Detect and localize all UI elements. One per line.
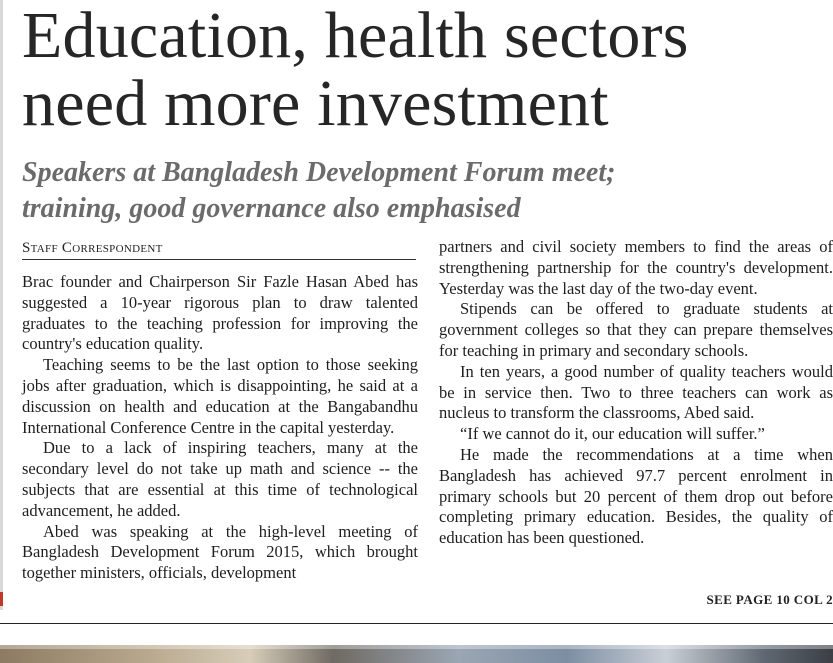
paragraph: In ten years, a good number of quality teachers would be in service then. Two to three teachers can work as nucleus to transform the classrooms, Abed said. bbox=[439, 361, 833, 423]
paragraph: Abed was speaking at the high-level meeting of Bangladesh Development Forum 2015, which brought together ministers, officials, development bbox=[22, 521, 418, 583]
paragraph: Stipends can be offered to graduate students at government colleges so that they can prepare themselves for teaching in primary and secondary schools. bbox=[439, 299, 833, 360]
subheadline-line-2: training, good governance also emphasised bbox=[22, 193, 521, 224]
headline-line-2: need more investment bbox=[22, 67, 609, 140]
paragraph: He made the recommendations at a time when Bangladesh has achieved 97.7 percent enrolment in primary schools but 20 percent of them drop out before completing primary education. Besides, the quality of education has been questioned. bbox=[439, 444, 833, 548]
subheadline-line-1: Speakers at Bangladesh Development Forum meet; bbox=[22, 157, 616, 188]
continued-on-page-link[interactable]: SEE PAGE 10 COL 2 bbox=[706, 592, 833, 607]
paragraph: Teaching seems to be the last option to those seeking jobs after graduation, which is disappointing, he said at a discussion on health and education at the Bangabandhu International Conference Centre in the capital yesterday. bbox=[22, 355, 418, 437]
left-margin-mark bbox=[0, 592, 3, 606]
article-column-1 bbox=[22, 272, 418, 584]
left-margin-rule bbox=[0, 0, 3, 610]
subheadline bbox=[22, 155, 833, 227]
paragraph: Brac founder and Chairperson Sir Fazle Hasan Abed has suggested a 10-year rigorous plan to draw talented graduates to the teaching profession for improving the country's education quality. bbox=[22, 272, 418, 354]
headline-line-1: Education, health sectors bbox=[22, 0, 689, 72]
photo-strip-highlight bbox=[0, 645, 833, 649]
section-divider bbox=[0, 623, 833, 624]
headline bbox=[22, 2, 833, 138]
paragraph: Due to a lack of inspiring teachers, many at the secondary level do not take up math and science -- the subjects that are essential at this time of technological advancement, he added. bbox=[22, 438, 418, 520]
article-column-2 bbox=[439, 237, 833, 549]
paragraph: “If we cannot do it, our education will suffer.” bbox=[460, 424, 765, 444]
paragraph-continuation: partners and civil society members to find the areas of strengthening partnership for the country's development. Yesterday was the last day of the two-day event. bbox=[439, 237, 833, 298]
byline: Staff Correspondent bbox=[22, 238, 416, 260]
